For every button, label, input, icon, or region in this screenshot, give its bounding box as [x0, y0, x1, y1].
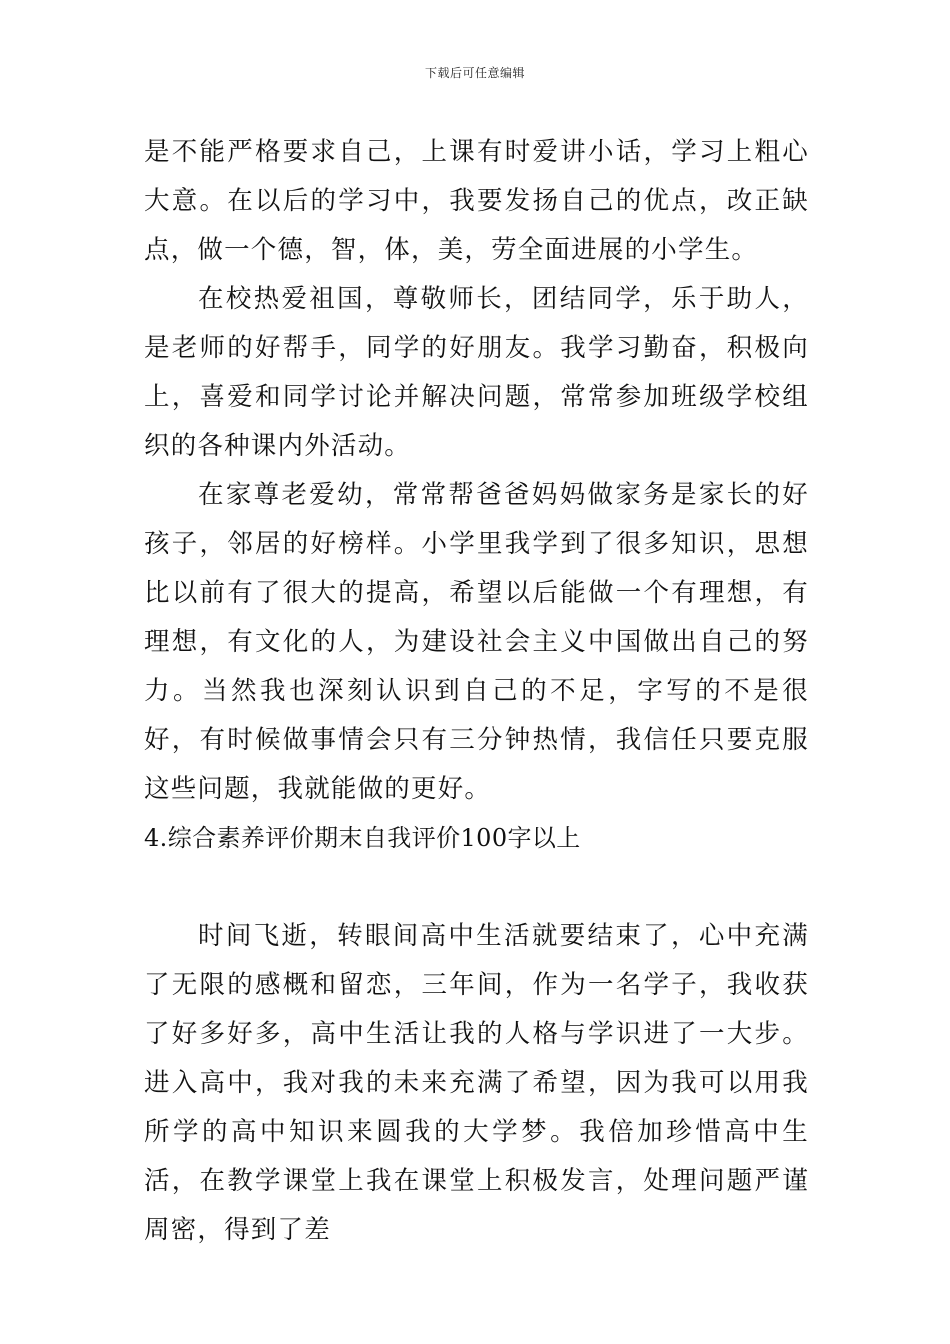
paragraph-continuation: 是不能严格要求自己，上课有时爱讲小话，学习上粗心大意。在以后的学习中，我要发扬自己的优点，改正缺点，做一个德，智，体，美，劳全面进展的小学生。 — [144, 137, 809, 265]
paragraph-school: 在校热爱祖国，尊敬师长，团结同学，乐于助人，是老师的好帮手，同学的好朋友。我学习勤奋，积极向上，喜爱和同学讨论并解决问题，常常参加班级学校组织的各种课内外活动。 — [144, 284, 809, 461]
section-heading: 4.综合素养评价期末自我评价100字以上 — [144, 824, 581, 852]
page-header: 下载后可任意编辑 — [424, 66, 525, 80]
document-body — [144, 128, 809, 1255]
blank-line — [144, 863, 809, 912]
paragraph-home: 在家尊老爱幼，常常帮爸爸妈妈做家务是家长的好孩子，邻居的好榜样。小学里我学到了很多知识，思想比以前有了很大的提高，希望以后能做一个有理想，有理想，有文化的人，为建设社会主义中国做出自己的努力。当然我也深刻认识到自己的不足，字写的不是很好，有时候做事情会只有三分钟热情，我信任只要克服这些问题，我就能做的更好。 — [144, 480, 809, 804]
paragraph-high-school: 时间飞逝，转眼间高中生活就要结束了，心中充满了无限的感概和留恋，三年间，作为一名学子，我收获了好多好多，高中生活让我的人格与学识进了一大步。进入高中，我对我的未来充满了希望，因为我可以用我所学的高中知识来圆我的大学梦。我倍加珍惜高中生活，在教学课堂上我在课堂上积极发言，处理问题严谨周密，得到了差 — [144, 921, 809, 1245]
